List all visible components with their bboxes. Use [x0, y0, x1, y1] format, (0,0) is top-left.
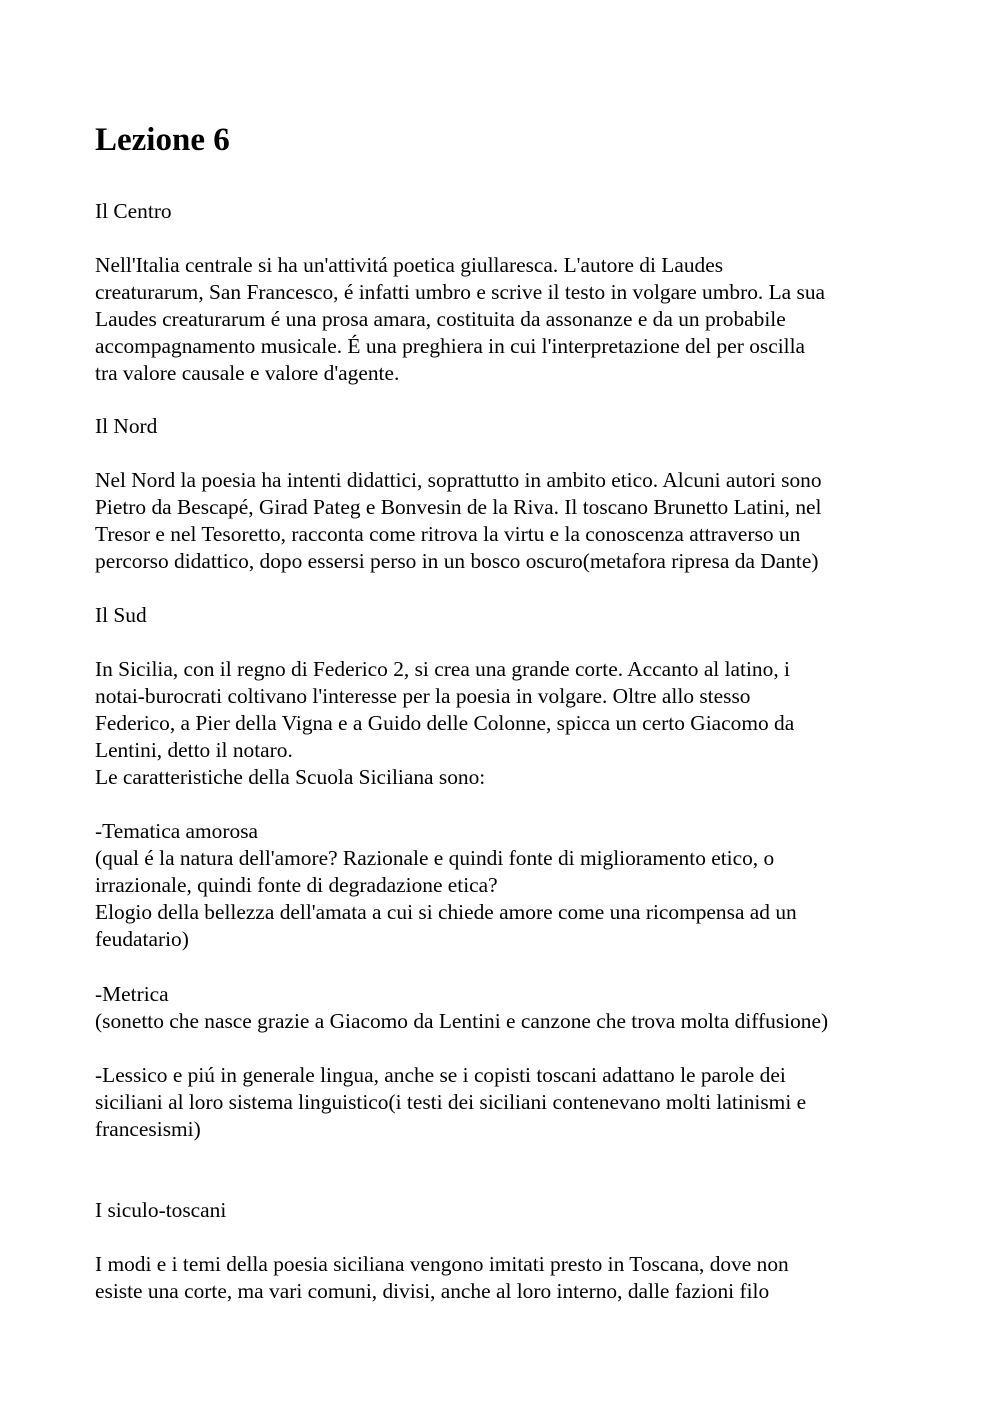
paragraph-line: I modi e i temi della poesia siciliana vengono imitati presto in Toscana, dove non: [95, 1252, 789, 1276]
paragraph-line: tra valore causale e valore d'agente.: [95, 361, 400, 385]
paragraph-line: percorso didattico, dopo essersi perso in un bosco oscuro(metafora ripresa da Dante): [95, 549, 819, 573]
paragraph-line: Federico, a Pier della Vigna e a Guido delle Colonne, spicca un certo Giacomo da: [95, 711, 795, 735]
list-item-metrica: -Metrica: [95, 982, 169, 1006]
paragraph-line: Le caratteristiche della Scuola Siciliana sono:: [95, 765, 486, 789]
paragraph-line: accompagnamento musicale. É una preghiera in cui l'interpretazione del per oscilla: [95, 334, 806, 358]
section-heading-sud: Il Sud: [95, 603, 147, 627]
paragraph-line: siciliani al loro sistema linguistico(i testi dei siciliani contenevano molti latinismi e: [95, 1090, 807, 1114]
paragraph-line: creaturarum, San Francesco, é infatti umbro e scrive il testo in volgare umbro. La sua: [95, 280, 826, 304]
paragraph-line: Laudes creaturarum é una prosa amara, costituita da assonanze e da un probabile: [95, 307, 786, 331]
list-item-tematica: -Tematica amorosa: [95, 819, 259, 843]
paragraph-line: francesismi): [95, 1117, 201, 1141]
paragraph-line: Pietro da Bescapé, Girad Pateg e Bonvesin de la Riva. Il toscano Brunetto Latini, nel: [95, 495, 822, 519]
paragraph-line: Elogio della bellezza dell'amata a cui si chiede amore come una ricompensa ad un: [95, 900, 797, 924]
paragraph-line: esiste una corte, ma vari comuni, divisi, anche al loro interno, dalle fazioni filo: [95, 1279, 770, 1303]
paragraph-line: Nell'Italia centrale si ha un'attivitá poetica giullaresca. L'autore di Laudes: [95, 253, 724, 277]
section-heading-siculo-toscani: I siculo-toscani: [95, 1198, 227, 1222]
paragraph-line: (qual é la natura dell'amore? Razionale e quindi fonte di miglioramento etico, o: [95, 846, 775, 870]
paragraph-line: irrazionale, quindi fonte di degradazione etica?: [95, 873, 498, 897]
paragraph-line: In Sicilia, con il regno di Federico 2, si crea una grande corte. Accanto al latino, i: [95, 657, 790, 681]
paragraph-line: notai-burocrati coltivano l'interesse per la poesia in volgare. Oltre allo stesso: [95, 684, 751, 708]
list-item-lessico: -Lessico e piú in generale lingua, anche se i copisti toscani adattano le parole dei: [95, 1063, 786, 1087]
section-heading-centro: Il Centro: [95, 199, 172, 223]
paragraph-line: (sonetto che nasce grazie a Giacomo da Lentini e canzone che trova molta diffusione): [95, 1009, 829, 1033]
paragraph-line: Lentini, detto il notaro.: [95, 738, 293, 762]
page-title: Lezione 6: [95, 122, 230, 158]
paragraph-line: Tresor e nel Tesoretto, racconta come ritrova la virtu e la conoscenza attraverso un: [95, 522, 801, 546]
paragraph-line: Nel Nord la poesia ha intenti didattici, soprattutto in ambito etico. Alcuni autori sono: [95, 468, 822, 492]
paragraph-line: feudatario): [95, 927, 189, 951]
section-heading-nord: Il Nord: [95, 414, 158, 438]
